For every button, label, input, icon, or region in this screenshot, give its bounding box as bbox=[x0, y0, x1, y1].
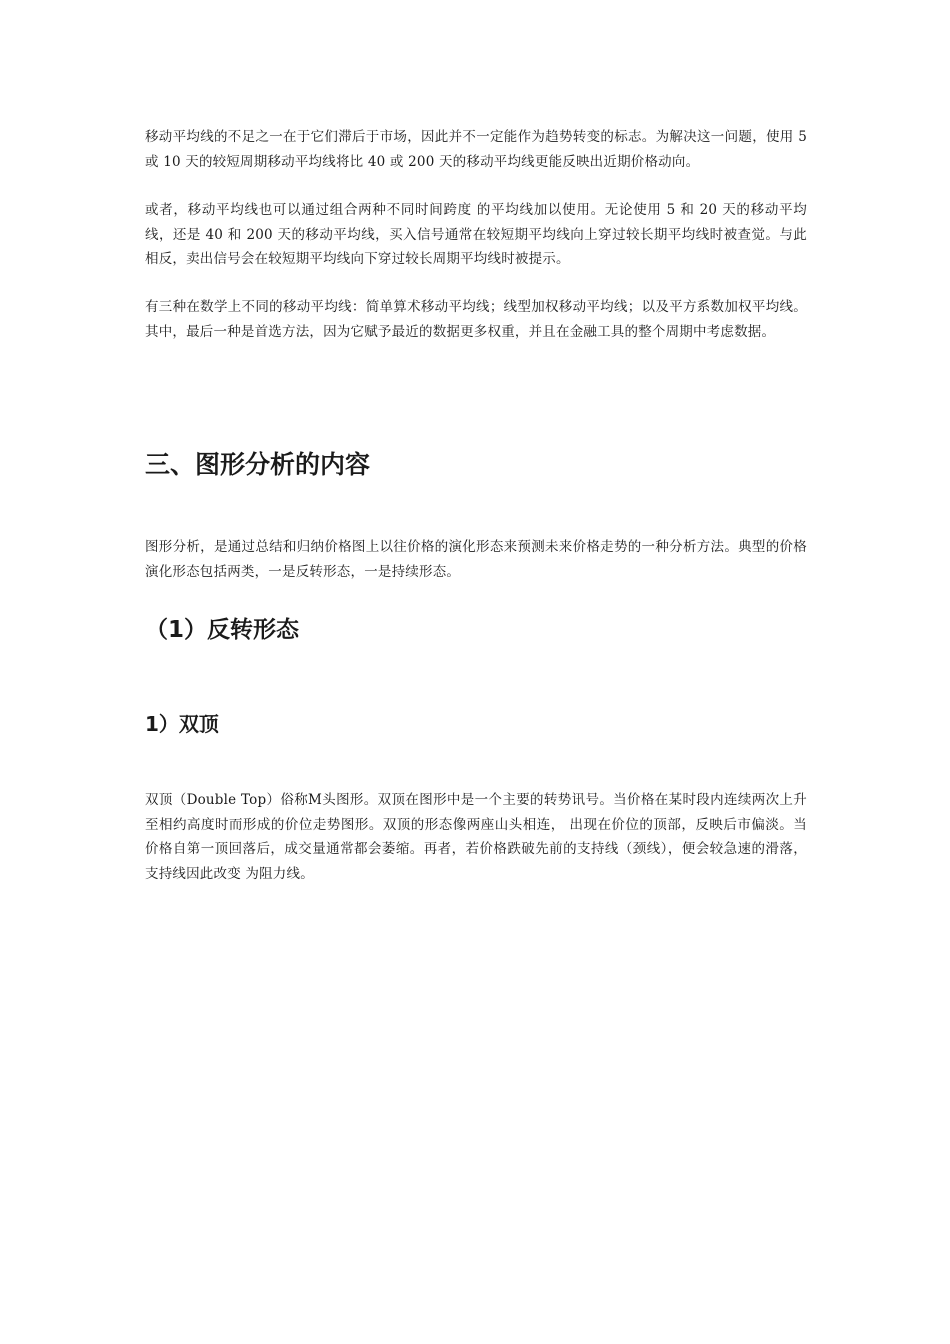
subsection-heading: （1）反转形态 bbox=[145, 617, 300, 643]
section-heading: 三、图形分析的内容 bbox=[145, 450, 371, 479]
paragraph-double-top: 双顶（Double Top）俗称M头图形。双顶在图形中是一个主要的转势讯号。当价格在某时段内连续两次上升至相约高度时而形成的价位走势图形。双顶的形态像两座山头相连， 出现在价位的顶部，反映后市偏淡。当价格自第一顶回落后，成交量通常都会萎缩。再者，若价格跌破先前的支持线（颈线），便会较急速的滑落，支持线因此改变 为阻力线。 bbox=[145, 792, 807, 882]
paragraph-moving-average-crossover: 或者，移动平均线也可以通过组合两种不同时间跨度 的平均线加以使用。无论使用 5 和 20 天的移动平均线，还是 40 和 200 天的移动平均线，买入信号通常在较短期平均线向上穿过较长期平均线时被查觉。与此相反，卖出信号会在较短期平均线向下穿过较长周期平均线时被提示。 bbox=[145, 202, 807, 267]
paragraph-section-intro: 图形分析，是通过总结和归纳价格图上以往价格的演化形态来预测未来价格走势的一种分析方法。典型的价格演化形态包括两类，一是反转形态，一是持续形态。 bbox=[145, 539, 807, 580]
paragraph-moving-average-lag: 移动平均线的不足之一在于它们滞后于市场，因此并不一定能作为趋势转变的标志。为解决这一问题，使用 5 或 10 天的较短周期移动平均线将比 40 或 200 天的移动平均线更能反映出近期价格动向。 bbox=[145, 129, 807, 170]
paragraph-moving-average-types: 有三种在数学上不同的移动平均线：简单算术移动平均线；线型加权移动平均线；以及平方系数加权平均线。其中，最后一种是首选方法，因为它赋予最近的数据更多权重，并且在金融工具的整个周期中考虑数据。 bbox=[145, 299, 807, 340]
subsubsection-heading: 1）双顶 bbox=[145, 712, 219, 736]
